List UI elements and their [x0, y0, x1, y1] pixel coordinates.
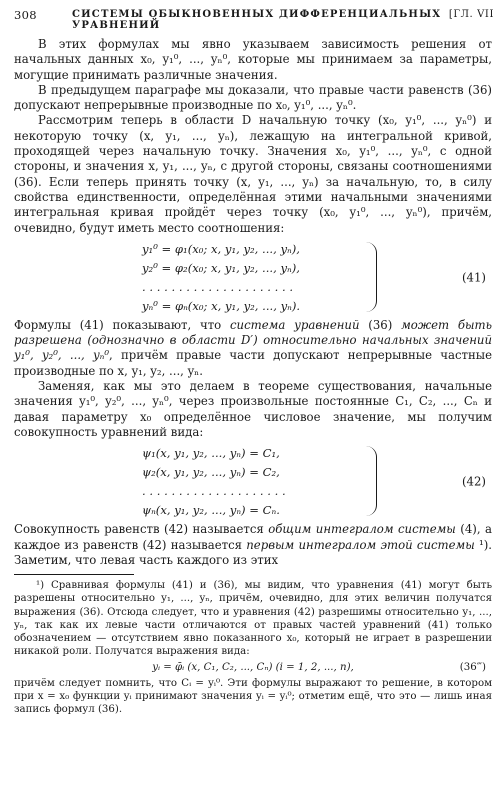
equation-41-line-n: yₙ⁰ = φₙ(x₀; x, y₁, y₂, ..., yₙ).	[142, 298, 301, 313]
paragraph-4-emph-1: система уравнений	[230, 317, 360, 332]
footnote	[14, 579, 492, 716]
right-brace-42	[366, 446, 377, 516]
paragraph-1: В этих формулах мы явно указываем зависимость решения от начальных данных x₀, y₁⁰, ..., yₙ⁰, которые мы принимаем за параметры, могущие принимать различные значения.	[14, 37, 492, 82]
equation-42-line-1: ψ₁(x, y₁, y₂, ..., yₙ) = C₁,	[142, 446, 280, 461]
running-title: СИСТЕМЫ ОБЫКНОВЕННЫХ ДИФФЕРЕНЦИАЛЬНЫХ УРАВНЕНИЙ	[72, 9, 442, 31]
paragraph-4-text-3: , причём правые части допускают непрерывные частные производные по x, y₁, y₂, ..., yₙ.	[14, 348, 492, 378]
equation-42-line-2: ψ₂(x, y₁, y₂, ..., yₙ) = C₂,	[142, 465, 280, 480]
page-header	[14, 8, 494, 31]
footnote-equation-number: (36‴)	[459, 662, 486, 674]
paragraph-4	[14, 318, 492, 379]
paragraph-2: В предыдущем параграфе мы доказали, что правые части равенств (36) допускают непрерывные производные по x₀, y₁⁰, ..., yₙ⁰.	[14, 82, 492, 113]
equation-41	[14, 240, 492, 316]
paragraph-6-text-1: Совокупность равенств (42) называется	[14, 522, 269, 537]
footnote-equation-body: yᵢ = φ̄ᵢ (x, C₁, C₂, ..., Cₙ) (i = 1, 2, ..., n),	[152, 662, 354, 674]
chapter-label: [ГЛ. VII	[448, 9, 494, 20]
paragraph-6-emph-2: первым интегралом этой системы	[246, 537, 475, 552]
paragraph-3: Рассмотрим теперь в области D начальную точку (x₀, y₁⁰, ..., yₙ⁰) и некоторую точку (x, y₁, ..., yₙ), лежащую на интегральной кривой, проходящей через начальную точку. Значения x₀, y₁⁰, ..., yₙ⁰, с одной стороны, и значения x, y₁, ..., yₙ, с другой стороны, связаны соотношениями (36). Если теперь принять точку (x, y₁, ..., yₙ) за начальную, то, в силу свойства единственности, определённая этими начальными значениями интегральная кривая пройдёт через точку (x₀, y₁⁰, ..., yₙ⁰), причём, очевидно, будут иметь место соотношения:	[14, 113, 492, 235]
equation-42-dots: . . . . . . . . . . . . . . . . . . . .	[142, 484, 286, 499]
paragraph-6	[14, 522, 492, 568]
footnote-rule	[14, 574, 134, 575]
footnote-text: ¹) Сравнивая формулы (41) и (36), мы видим, что уравнения (41) могут быть разрешены относительно y₁, ..., yₙ, причём, очевидно, для этих величин получатся выражения (36). Отсюда следует, что и уравнения (42) разрешимы относительно y₁, ..., yₙ, так как их левые части отличаются от правых частей уравнений (41) только обозначением — отсутствием явно показанного x₀, который не играет в разрешении никакой роли. Получатся выражения вида:	[14, 580, 492, 658]
footnote-text-2: причём следует помнить, что Cᵢ = yᵢ⁰. Эти формулы выражают то решение, в котором при x = x₀ функции yᵢ принимают значения yᵢ = yᵢ⁰; отметим ещё, что это — лишь иная запись формул (36).	[14, 677, 492, 715]
equation-41-line-1: y₁⁰ = φ₁(x₀; x, y₁, y₂, ..., yₙ),	[142, 241, 300, 256]
paragraph-4-emph-2: может быть разрешена (однозначно в области D′) относительно начальных значений y₁⁰, y₂⁰, ..., yₙ⁰	[14, 317, 493, 363]
footnote-equation	[14, 661, 492, 674]
paragraph-6-text-3: ¹). Заметим, что левая часть каждого из этих	[14, 537, 492, 567]
equation-number-41: (41)	[462, 270, 486, 285]
right-brace-41	[366, 242, 377, 312]
page-number: 308	[14, 8, 37, 22]
page-body	[14, 37, 492, 716]
paragraph-5: Заменяя, как мы это делаем в теореме существования, начальные значения y₁⁰, y₂⁰, ..., yₙ⁰, через произвольные постоянные C₁, C₂, ..., Cₙ и давая параметру x₀ определённое числовое значение, мы получим совокупность уравнений вида:	[14, 379, 492, 439]
equation-42-line-n: ψₙ(x, y₁, y₂, ..., yₙ) = Cₙ.	[142, 503, 280, 518]
equation-42	[14, 444, 492, 520]
equation-41-line-2: y₂⁰ = φ₂(x₀; x, y₁, y₂, ..., yₙ),	[142, 260, 300, 275]
paragraph-6-emph-1: общим интегралом системы	[268, 522, 456, 537]
paragraph-4-text-2: (36)	[359, 317, 402, 332]
paragraph-6-text-2: (4), а каждое из равенств (42) называется	[14, 522, 492, 552]
paragraph-4-text-1: Формулы (41) показывают, что	[14, 317, 231, 332]
equation-41-dots: . . . . . . . . . . . . . . . . . . . . .	[142, 279, 294, 294]
equation-number-42: (42)	[462, 474, 486, 489]
